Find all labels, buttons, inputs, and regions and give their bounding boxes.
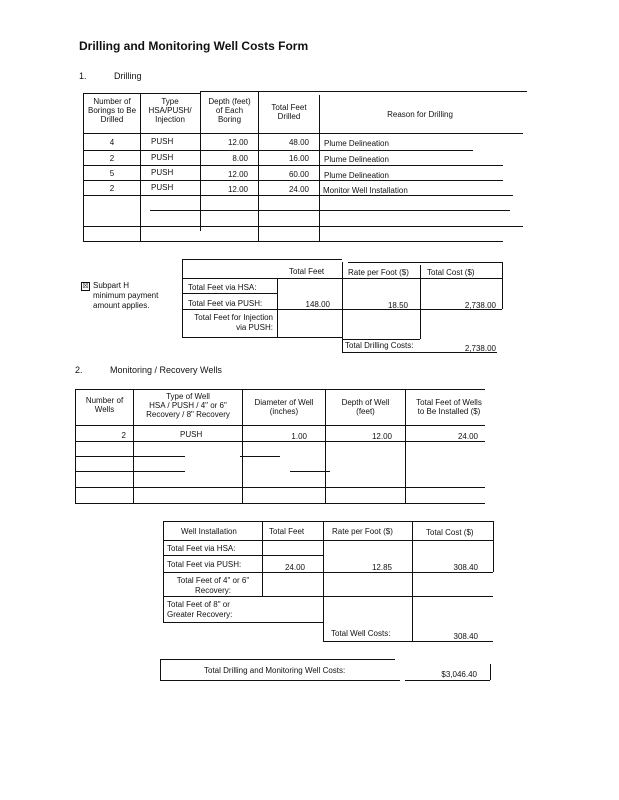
cost-col-rate: Rate per Foot ($) — [348, 268, 409, 277]
well-cost-recovery46-label: Total Feet of 4" or 6" Recovery: — [176, 576, 250, 595]
well-cost-col-rate: Rate per Foot ($) — [332, 527, 393, 536]
total-well-value: 308.40 — [453, 632, 478, 641]
cost-push-label: Total Feet via PUSH: — [188, 299, 263, 308]
row-type: PUSH — [151, 137, 174, 146]
subpart-h-checkbox[interactable]: ☒ — [82, 283, 89, 290]
section1-number: 1. — [79, 71, 87, 81]
row-diameter: 1.00 — [291, 432, 307, 441]
row-depth: 12.00 — [227, 170, 248, 179]
row-total: 60.00 — [288, 170, 309, 179]
grand-total-value: $3,046.40 — [441, 670, 477, 679]
well-cost-push-rate: 12.85 — [371, 563, 392, 572]
row-borings: 2 — [109, 154, 115, 163]
row-total: 48.00 — [288, 138, 309, 147]
header-well-type: Type of Well HSA / PUSH / 4" or 6" Recovery / 8" Recovery — [146, 392, 230, 419]
subpart-h-label: Subpart H minimum payment amount applies. — [93, 281, 159, 310]
row-reason: Plume Delineation — [324, 171, 389, 180]
well-cost-recovery8-label: Total Feet of 8" or Greater Recovery: — [167, 600, 233, 619]
header-well-total: Total Feet of Wells to Be Installed ($) — [416, 398, 482, 416]
section2-label: Monitoring / Recovery Wells — [110, 365, 222, 375]
cost-push-feet: 148.00 — [305, 300, 330, 309]
row-well-type: PUSH — [180, 430, 203, 439]
row-reason: Plume Delineation — [324, 139, 389, 148]
row-total: 16.00 — [288, 154, 309, 163]
well-cost-push-feet: 24.00 — [284, 563, 305, 572]
section1-label: Drilling — [114, 71, 142, 81]
row-depth: 12.00 — [227, 138, 248, 147]
header-wells: Number of Wells — [85, 396, 124, 414]
row-reason: Plume Delineation — [324, 155, 389, 164]
row-borings: 5 — [109, 169, 115, 178]
row-total: 24.00 — [288, 185, 309, 194]
row-borings: 2 — [109, 184, 115, 193]
row-type: PUSH — [151, 168, 174, 177]
header-type: Type HSA/PUSH/ Injection — [148, 97, 192, 124]
cost-injection-label: Total Feet for Injection via PUSH: — [194, 313, 273, 332]
header-borings: Number of Borings to Be Drilled — [87, 97, 137, 124]
well-cost-col-label: Well Installation — [181, 527, 237, 536]
well-cost-push-label: Total Feet via PUSH: — [167, 560, 242, 569]
row-well-depth: 12.00 — [371, 432, 392, 441]
row-wells: 2 — [121, 431, 126, 440]
well-cost-hsa-label: Total Feet via HSA: — [167, 544, 236, 553]
cost-push-rate: 18.50 — [387, 301, 408, 310]
row-type: PUSH — [151, 183, 174, 192]
header-reason: Reason for Drilling — [387, 110, 453, 119]
row-type: PUSH — [151, 153, 174, 162]
cost-col-total-feet: Total Feet — [289, 267, 325, 276]
total-drilling-label: Total Drilling Costs: — [345, 341, 414, 350]
header-total-feet: Total Feet Drilled — [271, 103, 307, 121]
cost-push-cost: 2,738.00 — [464, 301, 496, 310]
row-reason: Monitor Well Installation — [323, 186, 408, 195]
cost-hsa-label: Total Feet via HSA: — [188, 283, 257, 292]
row-well-total: 24.00 — [457, 432, 478, 441]
total-well-label: Total Well Costs: — [331, 629, 391, 638]
row-borings: 4 — [109, 138, 115, 147]
cost-col-total-cost: Total Cost ($) — [427, 268, 475, 277]
well-cost-col-total-cost: Total Cost ($) — [426, 528, 474, 537]
row-depth: 8.00 — [232, 154, 248, 163]
header-depth: Depth (feet) of Each Boring — [208, 97, 251, 124]
total-drilling-value: 2,738.00 — [464, 344, 496, 353]
grand-total-label: Total Drilling and Monitoring Well Costs: — [204, 666, 346, 675]
section2-number: 2. — [75, 365, 83, 375]
well-cost-push-cost: 308.40 — [453, 563, 478, 572]
row-depth: 12.00 — [227, 185, 248, 194]
well-cost-col-total-feet: Total Feet — [269, 527, 305, 536]
page-title: Drilling and Monitoring Well Costs Form — [79, 39, 309, 53]
header-well-depth: Depth of Well (feet) — [341, 398, 390, 416]
header-diameter: Diameter of Well (inches) — [254, 398, 314, 416]
